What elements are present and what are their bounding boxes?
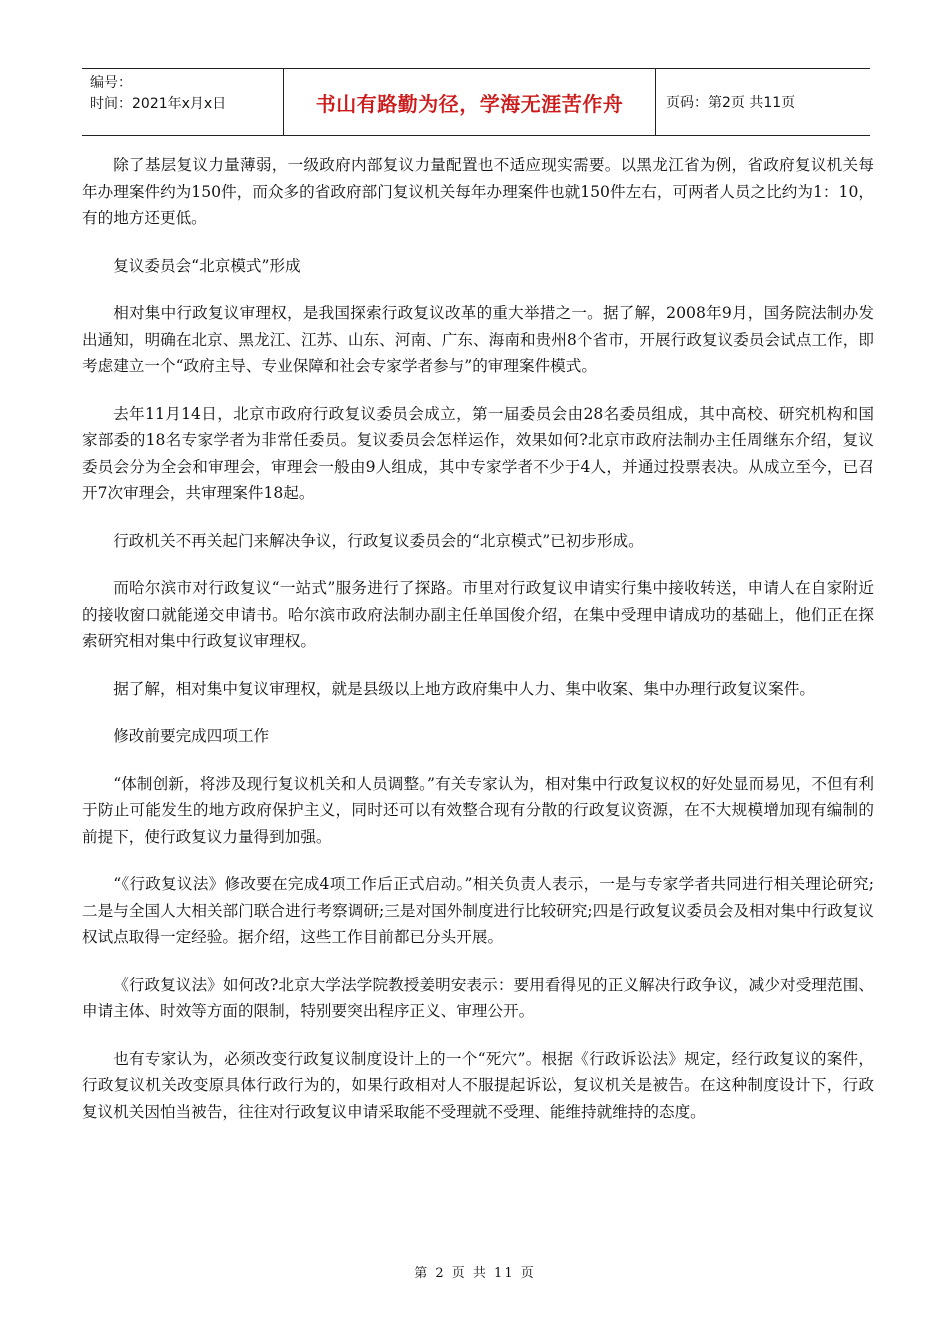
header-meta [82,69,284,135]
paragraph: 也有专家认为，必须改变行政复议制度设计上的一个“死穴”。根据《行政诉讼法》规定，经行政复议的案件，行政复议机关改变原具体行政行为的，如果行政相对人不服提起诉讼，复议机关是被告。在这种制度设计下，行政复议机关因怕当被告，往往对行政复议申请采取能不受理就不受理、能维持就维持的态度。 [82,1049,874,1121]
paragraph: 据了解，相对集中复议审理权，就是县级以上地方政府集中人力、集中收案、集中办理行政复议案件。 [113,679,815,698]
paragraph: “《行政复议法》修改要在完成4项工作后正式启动。”相关负责人表示，一是与专家学者共同进行相关理论研究;二是与全国人大相关部门联合进行考察调研;三是对国外制度进行比较研究;四是行政复议委员会及相对集中行政复议权试点取得一定经验。据介绍，这些工作目前都已分头开展。 [82,875,874,946]
article-body [82,152,874,1146]
document-time-label: 时间：2021年x月x日 [90,96,227,112]
paragraph: 行政机关不再关起门来解决争议，行政复议委员会的“北京模式”已初步形成。 [113,531,644,550]
section-heading: 复议委员会“北京模式”形成 [113,256,301,275]
page-footer: 第 2 页 共 11 页 [414,1266,536,1281]
paragraph: 相对集中行政复议审理权，是我国探索行政复议改革的重大举措之一。据了解，2008年9月，国务院法制办发出通知，明确在北京、黑龙江、江苏、山东、河南、广东、海南和贵州8个省市，开展行政复议委员会试点工作，即考虑建立一个“政府主导、专业保障和社会专家学者参与”的审理案件模式。 [82,304,874,375]
paragraph: 《行政复议法》如何改?北京大学法学院教授姜明安表示：要用看得见的正义解决行政争议，减少对受理范围、申请主体、时效等方面的限制，特别要突出程序正义、审理公开。 [82,975,874,1020]
page-header [82,68,870,136]
header-page-info: 页码：第2页 共11页 [666,95,796,111]
header-motto: 书山有路勤为径，学海无涯苦作舟 [284,69,656,135]
paragraph: 而哈尔滨市对行政复议“一站式”服务进行了探路。市里对行政复议申请实行集中接收转送，申请人在自家附近的接收窗口就能递交申请书。哈尔滨市政府法制办副主任单国俊介绍，在集中受理申请成功的基础上，他们正在探索研究相对集中行政复议审理权。 [82,579,874,650]
section-heading: 修改前要完成四项工作 [113,727,270,745]
document-number-label: 编号： [90,75,132,91]
paragraph: 除了基层复议力量薄弱，一级政府内部复议力量配置也不适应现实需要。以黑龙江省为例，省政府复议机关每年办理案件约为150件，而众多的省政府部门复议机关每年办理案件也就150件左右，可两者人员之比约为1：10，有的地方还更低。 [82,156,874,227]
paragraph: 去年11月14日，北京市政府行政复议委员会成立，第一届委员会由28名委员组成，其中高校、研究机构和国家部委的18名专家学者为非常任委员。复议委员会怎样运作，效果如何?北京市政府法制办主任周继东介绍，复议委员会分为全会和审理会，审理会一般由9人组成，其中专家学者不少于4人，并通过投票表决。从成立至今，已召开7次审理会，共审理案件18起。 [82,404,874,502]
paragraph: “体制创新，将涉及现行复议机关和人员调整。”有关专家认为，相对集中行政复议权的好处显而易见，不但有利于防止可能发生的地方政府保护主义，同时还可以有效整合现有分散的行政复议资源，在不大规模增加现有编制的前提下，使行政复议力量得到加强。 [82,774,874,846]
